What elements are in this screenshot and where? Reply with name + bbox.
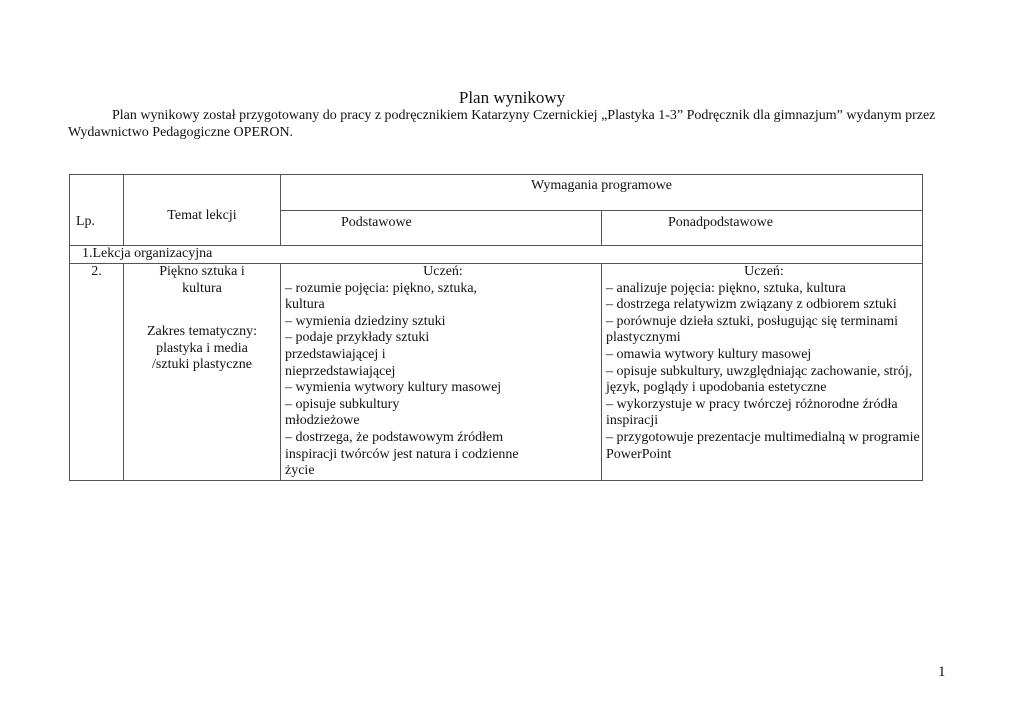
row-lp: 2. xyxy=(70,264,124,481)
ponad-line: PowerPoint xyxy=(606,446,672,462)
podstawowe-line: młodzieżowe xyxy=(285,413,360,429)
plan-table xyxy=(69,174,923,481)
temat-line: Piękno sztuka i xyxy=(159,264,245,279)
org-row-label: 1.Lekcja organizacyjna xyxy=(70,246,923,264)
podstawowe-line: nieprzedstawiającej xyxy=(285,363,396,379)
ponad-line: – opisuje subkultury, uwzględniając zachowanie, strój, xyxy=(606,363,913,379)
row-temat xyxy=(124,264,281,481)
table-row xyxy=(70,264,923,481)
ponad-line: – wykorzystuje w pracy twórczej różnorodne źródła xyxy=(606,396,898,412)
org-row xyxy=(70,246,923,264)
ponad-line: język, poglądy i upodobania estetyczne xyxy=(606,380,827,396)
ponad-line: – analizuje pojęcia: piękno, sztuka, kultura xyxy=(606,280,846,296)
podstawowe-line: – rozumie pojęcia: piękno, sztuka, xyxy=(285,280,478,296)
ponad-line: – omawia wytwory kultury masowej xyxy=(606,346,812,362)
document-title: Plan wynikowy xyxy=(458,88,566,107)
header-temat: Temat lekcji xyxy=(124,175,281,246)
ponad-line: – przygotowuje prezentacje multimedialną w programie xyxy=(606,429,920,445)
header-row xyxy=(70,175,923,211)
podstawowe-head: Uczeń: xyxy=(423,264,463,279)
podstawowe-line: życie xyxy=(285,463,315,479)
ponad-head: Uczeń: xyxy=(744,264,784,279)
podstawowe-line: – wymienia dziedziny sztuki xyxy=(285,313,446,329)
header-lp: Lp. xyxy=(70,175,124,246)
zakres-line: Zakres tematyczny: xyxy=(146,324,257,340)
header-podstawowe: Podstawowe xyxy=(281,211,602,246)
row-ponadpodstawowe xyxy=(602,264,923,481)
zakres-text xyxy=(124,324,280,374)
podstawowe-line: – dostrzega, że podstawowym źródłem xyxy=(285,429,504,445)
intro-paragraph: Plan wynikowy został przygotowany do pracy z podręcznikiem Katarzyny Czernickiej „Plastyka 1-3” Podręcznik dla gimnazjum” wydanym przez Wydawnictwo Pedagogiczne OPERON. xyxy=(68,108,936,140)
header-wymagania: Wymagania programowe xyxy=(281,175,923,211)
ponad-line: – porównuje dzieła sztuki, posługując się terminami xyxy=(606,313,898,329)
podstawowe-line: – podaje przykłady sztuki xyxy=(285,330,430,346)
temat-text xyxy=(124,264,280,297)
ponad-line: inspiracji xyxy=(606,413,659,429)
podstawowe-line: przedstawiającej i xyxy=(285,346,386,362)
podstawowe-line: – opisuje subkultury xyxy=(285,396,400,412)
zakres-line: /sztuki plastyczne xyxy=(152,357,252,373)
podstawowe-line: – wymienia wytwory kultury masowej xyxy=(285,380,502,396)
zakres-line: plastyka i media xyxy=(156,340,248,356)
podstawowe-line: inspiracji twórców jest natura i codzienne xyxy=(285,446,519,462)
temat-line: kultura xyxy=(182,280,222,296)
ponad-line: plastycznymi xyxy=(606,330,681,346)
ponad-line: – dostrzega relatywizm związany z odbiorem sztuki xyxy=(606,297,897,313)
podstawowe-line: kultura xyxy=(285,297,325,313)
header-ponadpodstawowe: Ponadpodstawowe xyxy=(602,211,923,246)
page-number: 1 xyxy=(938,664,946,680)
row-podstawowe xyxy=(281,264,602,481)
